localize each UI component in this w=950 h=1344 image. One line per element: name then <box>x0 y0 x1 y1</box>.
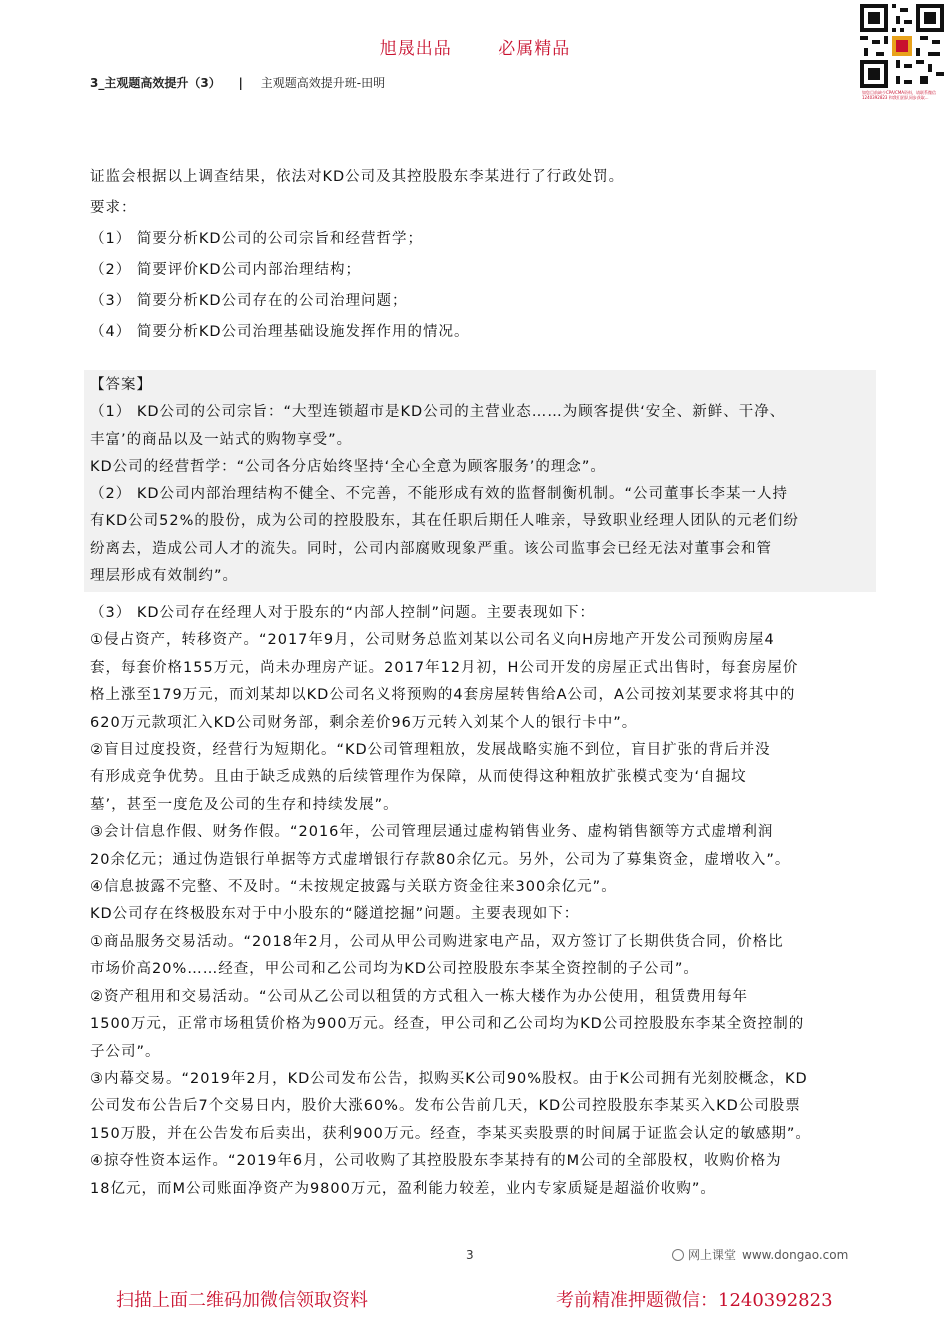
top-banner <box>0 34 950 59</box>
text-line: ④信息披露不完整、不及时。“未按规定披露与关联方资金往来300余亿元”。 <box>90 879 617 896</box>
text-line: 1500万元，正常市场租赁价格为900万元。经查，甲公司和乙公司均为KD公司控股股东李某全资控制的 <box>90 1016 805 1033</box>
text-line: （1） KD公司的公司宗旨：“大型连锁超市是KD公司的主营业态……为顾客提供‘安全、新鲜、干净、 <box>90 404 786 421</box>
text-line: 20余亿元；通过伪造银行单据等方式虚增银行存款80余亿元。另外，公司为了募集资金，虚增收入”。 <box>90 851 791 868</box>
page-number: 3 <box>466 1248 474 1262</box>
text-line: （2） 简要评价KD公司内部治理结构； <box>90 262 362 278</box>
running-head <box>90 74 385 91</box>
text-line: （1） 简要分析KD公司的公司宗旨和经营哲学； <box>90 231 424 247</box>
text-line: 格上涨至179万元，而刘某却以KD公司名义将预购的4套房屋转售给A公司，A公司按刘某要求将其中的 <box>90 687 796 704</box>
text-line: KD公司存在终极股东对于中小股东的“隧道挖掘”问题。主要表现如下： <box>90 906 580 923</box>
text-line: ③会计信息作假、财务作假。“2016年，公司管理层通过虚构销售业务、虚构销售额等方式虚增利润 <box>90 824 774 841</box>
text-line: 【答案】 <box>90 377 152 393</box>
text-line: （3） KD公司存在经理人对于股东的“内部人控制”问题。主要表现如下： <box>90 605 596 621</box>
text-line: 150万股，并在公告发布后卖出，获利900万元。经查，李某买卖股票的时间属于证监会认定的敏感期”。 <box>90 1125 811 1142</box>
text-line: （2） KD公司内部治理结构不健全、不完善，不能形成有效的监督制衡机制。“公司董事长李某一人持 <box>90 486 789 503</box>
text-line: ①商品服务交易活动。“2018年2月，公司从甲公司购进家电产品，双方签订了长期供货合同，价格比 <box>90 933 784 950</box>
text-line: ③内幕交易。“2019年2月，KD公司发布公告，拟购买K公司90%股权。由于K公司拥有光刻胶概念，KD <box>90 1070 808 1087</box>
text-line: ②资产租用和交易活动。“公司从乙公司以租赁的方式租入一栋大楼作为办公使用，租赁费用每年 <box>90 988 749 1005</box>
text-line: ②盲目过度投资，经营行为短期化。“KD公司管理粗放，发展战略实施不到位，盲目扩张的背后并没 <box>90 742 771 759</box>
text-line: KD公司的经营哲学：“公司各分店始终坚持‘全心全意为顾客服务’的理念”。 <box>90 458 606 475</box>
text-line: 证监会根据以上调查结果，依法对KD公司及其控股股东李某进行了行政处罚。 <box>90 169 625 185</box>
qr-caption: 如您目前缺少CPA/CMA资料，请联系微信 1240392823 和我们团队同步获取... <box>862 90 937 100</box>
footer-brand <box>672 1246 848 1263</box>
bottom-promo-right: 考前精准押题微信：1240392823 <box>556 1290 833 1311</box>
header-separator: | <box>238 76 243 90</box>
text-line: 公司发布公告后7个交易日内，股价大涨60%。发布公告前几天，KD公司控股股东李某买入KD公司股票 <box>90 1098 801 1115</box>
brand-name: 网上课堂 <box>688 1248 737 1262</box>
brand-url: www.dongao.com <box>742 1247 849 1262</box>
text-line: 有KD公司52%的股份，成为公司的控股股东，其在任职后期任人唯亲，导致职业经理人团队的元老们纷 <box>90 513 799 530</box>
banner-right: 必属精品 <box>498 39 571 59</box>
text-line: ④掠夺性资本运作。“2019年6月，公司收购了其控股股东李某持有的M公司的全部股权，收购价格为 <box>90 1153 782 1170</box>
text-line: （3） 简要分析KD公司存在的公司治理问题； <box>90 293 408 309</box>
text-line: 子公司”。 <box>90 1043 161 1060</box>
question-requirements <box>90 162 870 348</box>
answer-body <box>90 600 870 1203</box>
banner-left: 旭晟出品 <box>379 39 452 59</box>
answer-block <box>84 370 876 592</box>
bottom-promo-left: 扫描上面二维码加微信领取资料 <box>116 1290 368 1311</box>
text-line: 理层形成有效制约”。 <box>90 568 239 585</box>
text-line: 市场价高20%……经查，甲公司和乙公司均为KD公司控股股东李某全资控制的子公司”。 <box>90 961 699 978</box>
text-line: 有形成竞争优势。且由于缺乏成熟的后续管理作为保障，从而使得这种粗放扩张模式变为‘自掘坟 <box>90 769 747 786</box>
text-line: 墓’，甚至一度危及公司的生存和持续发展”。 <box>90 796 399 813</box>
text-line: （4） 简要分析KD公司治理基础设施发挥作用的情况。 <box>90 324 470 340</box>
text-line: 丰富’的商品以及一站式的购物享受”。 <box>90 431 353 448</box>
text-line: 套，每套价格155万元，尚未办理房产证。2017年12月初，H公司开发的房屋正式出售时，每套房屋价 <box>90 659 799 676</box>
course-title: 主观题高效提升班-田明 <box>260 76 386 90</box>
text-line: 18亿元，而M公司账面净资产为9800万元，盈利能力较差，业内专家质疑是超溢价收购”。 <box>90 1180 716 1197</box>
text-line: ①侵占资产，转移资产。“2017年9月，公司财务总监刘某以公司名义向H房地产开发公司预购房屋4 <box>90 632 775 649</box>
lesson-title: 3_主观题高效提升（3） <box>90 76 221 90</box>
brand-logo-icon <box>672 1249 684 1261</box>
text-line: 620万元款项汇入KD公司财务部，剩余差价96万元转入刘某个人的银行卡中”。 <box>90 714 638 731</box>
text-line: 纷离去，造成公司人才的流失。同时，公司内部腐败现象严重。该公司监事会已经无法对董事会和管 <box>90 540 772 557</box>
qr-code-icon <box>860 4 944 88</box>
text-line: 要求： <box>90 200 137 216</box>
